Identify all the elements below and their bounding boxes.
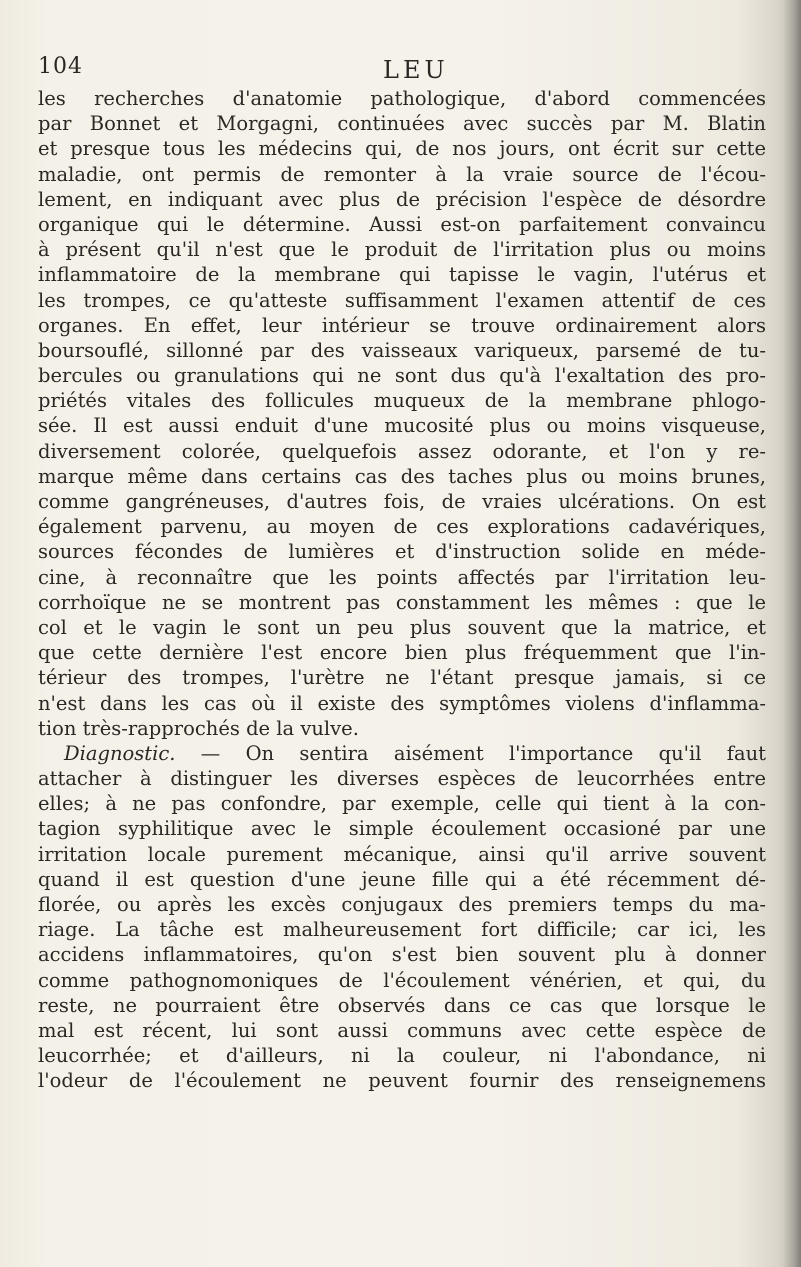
text-line: florée, ou après les excès conjugaux des premiers temps du ma- [38, 893, 766, 916]
text-line: priétés vitales des follicules muqueux de la membrane phlogo- [38, 389, 766, 413]
text-line: cine, à reconnaître que les points affectés par l'irritation leu- [38, 565, 766, 589]
text-line: accidens inflammatoires, qu'on s'est bien souvent plu à donner [38, 943, 766, 967]
text-line: tagion syphilitique avec le simple écoulement occasioné par une [38, 817, 766, 841]
text-line: riage. La tâche est malheureusement fort difficile; car ici, les [38, 918, 766, 942]
page-edge-shadow [783, 0, 801, 1267]
paragraph-diagnostic [38, 741, 766, 1094]
text-line: les recherches d'anatomie pathologique, d'abord commencées [38, 87, 766, 110]
section-heading: Diagnostic. [64, 741, 176, 765]
text-line: les trompes, ce qu'atteste suffisamment l'examen attentif de ces [38, 288, 766, 312]
page-number: 104 [38, 54, 83, 79]
text-line: sources fécondes de lumières et d'instruction solide en méde- [38, 540, 766, 564]
running-head: LEU [383, 56, 449, 84]
text-line: quand il est question d'une jeune fille qui a été récemment dé- [38, 867, 766, 891]
text-line: bercules ou granulations qui ne sont dus qu'à l'exaltation des pro- [38, 364, 766, 388]
text-line: et presque tous les médecins qui, de nos jours, ont écrit sur cette [38, 137, 766, 161]
text-line: leucorrhée; et d'ailleurs, ni la couleur, ni l'abondance, ni [38, 1044, 766, 1068]
text-line: organique qui le détermine. Aussi est-on parfaitement convaincu [38, 212, 766, 236]
text-line: comme gangréneuses, d'autres fois, de vraies ulcérations. On est [38, 490, 766, 513]
text-line: lement, en indiquant avec plus de précision l'espèce de désordre [38, 187, 766, 211]
text-line: reste, ne pourraient être observés dans ce cas que lorsque le [38, 993, 766, 1017]
text-line: corrhoïque ne se montrent pas constamment les mêmes : que le [38, 590, 766, 614]
text-line: organes. En effet, leur intérieur se trouve ordinairement alors [38, 313, 766, 337]
text-line: boursouflé, sillonné par des vaisseaux variqueux, parsemé de tu- [38, 338, 766, 362]
text-line: irritation locale purement mécanique, ainsi qu'il arrive souvent [38, 842, 766, 866]
text-line: comme pathognomoniques de l'écoulement vénérien, et qui, du [38, 968, 766, 992]
text-line: elles; à ne pas confondre, par exemple, celle qui tient à la con- [38, 792, 766, 816]
text-line: par Bonnet et Morgagni, continuées avec succès par M. Blatin [38, 112, 766, 136]
text-line: également parvenu, au moyen de ces explorations cadavériques, [38, 515, 766, 539]
page-header [38, 48, 738, 88]
text-line: n'est dans les cas où il existe des symptômes violens d'inflamma- [38, 691, 766, 715]
text-line: tion très-rapprochés de la vulve. [38, 716, 359, 740]
text-line: col et le vagin le sont un peu plus souvent que la matrice, et [38, 615, 766, 639]
text-line: mal est récent, lui sont aussi communs avec cette espèce de [38, 1018, 766, 1042]
text-line: sée. Il est aussi enduit d'une mucosité plus ou moins visqueuse, [38, 414, 766, 438]
text-line: attacher à distinguer les diverses espèces de leucorrhées entre [38, 767, 766, 791]
paragraph-anatomy [38, 86, 766, 741]
text-line: maladie, ont permis de remonter à la vraie source de l'écou- [38, 162, 766, 186]
text-line: l'odeur de l'écoulement ne peuvent fournir des renseignemens [38, 1069, 766, 1093]
text-line-fragment: — On sentira aisément l'importance qu'il faut [175, 741, 766, 765]
text-line: marque même dans certains cas des taches plus ou moins brunes, [38, 464, 766, 488]
body-text [38, 86, 766, 1094]
text-line: à présent qu'il n'est que le produit de l'irritation plus ou moins [38, 238, 766, 262]
text-line: diversement colorée, quelquefois assez odorante, et l'on y re- [38, 439, 766, 463]
text-line: que cette dernière l'est encore bien plus fréquemment que l'in- [38, 641, 766, 665]
text-line [38, 741, 766, 766]
text-line: inflammatoire de la membrane qui tapisse le vagin, l'utérus et [38, 263, 766, 287]
text-line: térieur des trompes, l'urètre ne l'étant presque jamais, si ce [38, 666, 766, 690]
